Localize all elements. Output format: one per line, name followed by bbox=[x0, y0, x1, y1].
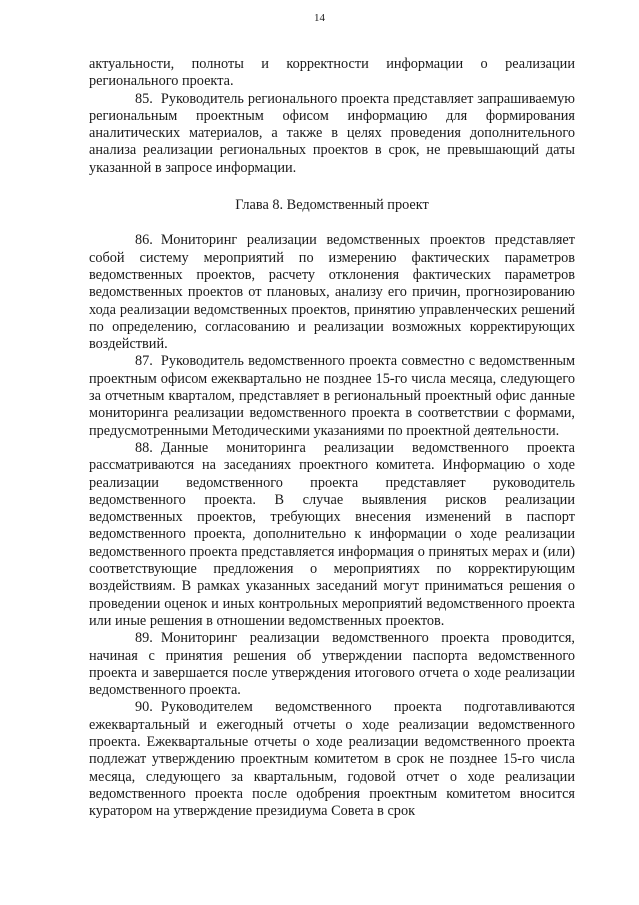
paragraph-number: 87. bbox=[135, 353, 153, 370]
paragraph-88 bbox=[89, 440, 575, 630]
document-body bbox=[89, 56, 575, 820]
paragraph-number: 85. bbox=[135, 90, 153, 107]
chapter-title: Глава 8. Ведомственный проект bbox=[235, 197, 429, 214]
paragraph-text: Мониторинг реализации ведомственного проекта проводится, начиная с принятия решения об утверждении паспорта ведомственного проекта и завершается после утверждения итогового отчета о ходе реализации ведомственного проекта. bbox=[89, 630, 575, 699]
paragraph-89 bbox=[89, 630, 575, 699]
paragraph-text: Руководитель регионального проекта представляет запрашиваемую региональным проектным офисом информацию для формирования аналитических материалов, а также в целях проведения дополнительного анализа реализации региональных проектов в срок, не превышающий даты указанной в запросе информации. bbox=[89, 90, 575, 176]
paragraph-86 bbox=[89, 232, 575, 353]
paragraph-text: Руководитель ведомственного проекта совместно с ведомственным проектным офисом ежеквартально не позднее 15-го числа месяца, следующего за отчетным кварталом, представляет в региональный проектный офис данные мониторинга реализации ведомственного проекта в соответствии с формами, предусмотренными Методическими указаниями по проектной деятельности. bbox=[89, 353, 575, 439]
paragraph-text: Мониторинг реализации ведомственных проектов представляет собой систему мероприятий по измерению фактических параметров ведомственных проектов, расчету отклонения фактических параметров ведомственных проектов от плановых, анализу его причин, прогнозированию хода реализации ведомственных проектов, принятию управленческих решений по определению, согласованию и реализации возможных корректирующих воздействий. bbox=[89, 232, 575, 353]
paragraph-85 bbox=[89, 91, 575, 177]
paragraph-continued: актуальности, полноты и корректности информации о реализации регионального проекта. bbox=[89, 56, 575, 90]
paragraph-text: Руководителем ведомственного проекта подготавливаются ежеквартальный и ежегодный отчеты о ходе реализации ведомственного проекта. Ежеквартальные отчеты о ходе реализации ведомственного проекта подлежат утверждению проектным комитетом в срок не позднее 15-го числа месяца, следующего за квартальным, годовой отчет о ходе реализации ведомственного проекта после одобрения проектным комитетом вносится куратором на утверждение президиума Совета в срок bbox=[89, 699, 575, 820]
paragraph-text: Данные мониторинга реализации ведомственного проекта рассматриваются на заседаниях проектного комитета. Информацию о ходе реализации ведомственного проекта представляет руководитель ведомственного проекта. В случае выявления рисков реализации ведомственных проектов, требующих внесения изменений в паспорт ведомственного проекта, дополнительно к информации о ходе реализации ведомственного проекта представляется информация о принятых мерах и (или) соответствующие предложения о мероприятиях по корректирующим воздействиям. В рамках указанных заседаний могут приниматься решения о проведении оценок и иных контрольных мероприятий ведомственного проекта или иные решения в отношении ведомственных проектов. bbox=[89, 439, 575, 629]
paragraph-number: 90. bbox=[135, 699, 153, 716]
paragraph-90 bbox=[89, 699, 575, 820]
paragraph-number: 86. bbox=[135, 232, 153, 249]
paragraph-number: 89. bbox=[135, 630, 153, 647]
paragraph-87 bbox=[89, 353, 575, 439]
page-number: 14 bbox=[314, 12, 325, 24]
paragraph-number: 88. bbox=[135, 439, 153, 456]
